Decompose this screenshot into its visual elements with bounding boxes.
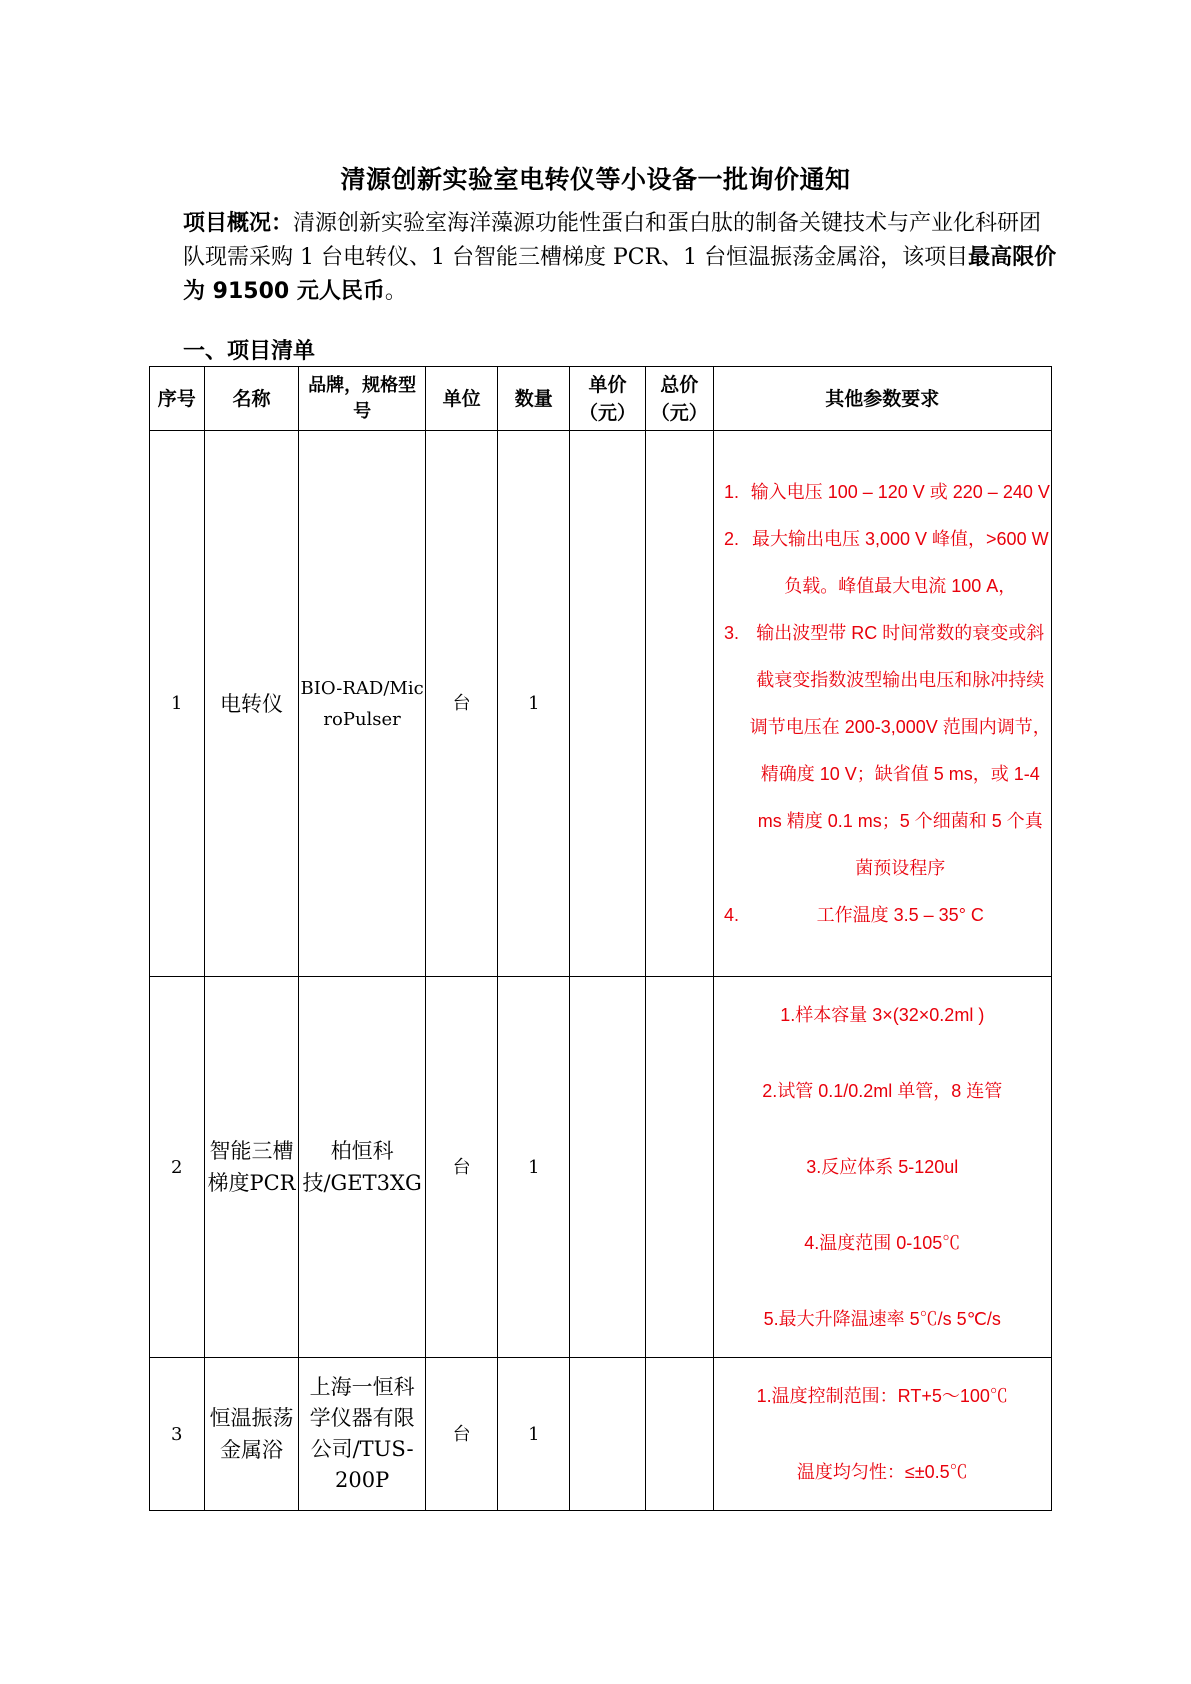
items-table — [149, 366, 1052, 1511]
row2-name: 智能三槽梯度PCR — [204, 977, 299, 1358]
row2-unit-price — [570, 977, 646, 1358]
param-item: 1. 输入电压 100 – 120 V 或 220 – 240 V — [724, 481, 1050, 502]
table-row — [150, 977, 1052, 1358]
header-unit: 单位 — [425, 367, 498, 431]
param-item: 4.温度范围 0-105℃ — [804, 1233, 961, 1253]
section-title: 一、项目清单 — [183, 339, 316, 364]
row1-brand: BIO-RAD/MicroPulser — [299, 431, 425, 977]
header-seq: 序号 — [150, 367, 205, 431]
row3-params — [713, 1358, 1051, 1511]
row3-total-price — [645, 1358, 713, 1511]
row1-seq: 1 — [150, 431, 205, 977]
table-row — [150, 1358, 1052, 1511]
row3-unit-price — [570, 1358, 646, 1511]
row2-qty: 1 — [498, 977, 570, 1358]
table-header-row — [150, 367, 1052, 431]
row2-seq: 2 — [150, 977, 205, 1358]
row3-qty: 1 — [498, 1358, 570, 1511]
overview-text: 清源创新实验室海洋藻源功能性蛋白和蛋白肽的制备关键技术与产业化科研团队现需采购 1 台电转仪、1 台智能三槽梯度 PCR、1 台恒温振荡金属浴，该项目 — [183, 211, 1042, 270]
header-qty: 数量 — [498, 367, 570, 431]
header-total-price: 总价（元） — [645, 367, 713, 431]
row3-unit: 台 — [425, 1358, 498, 1511]
row1-params — [713, 431, 1051, 977]
param-item: 温度均匀性：≤±0.5℃ — [796, 1462, 968, 1482]
row3-brand: 上海一恒科学仪器有限公司/TUS-200P — [299, 1358, 425, 1511]
row1-unit-price — [570, 431, 646, 977]
row1-unit: 台 — [425, 431, 498, 977]
param-item: 3.反应体系 5-120ul — [806, 1157, 959, 1177]
row2-brand: 柏恒科技/GET3XG — [299, 977, 425, 1358]
param-item: 1.温度控制范围：RT+5～100℃ — [756, 1386, 1008, 1406]
header-unit-price: 单价（元） — [570, 367, 646, 431]
header-params: 其他参数要求 — [713, 367, 1051, 431]
param-item: 1.样本容量 3×(32×0.2ml ) — [780, 1005, 985, 1025]
header-name: 名称 — [204, 367, 299, 431]
row3-name: 恒温振荡金属浴 — [204, 1358, 299, 1511]
header-brand: 品牌，规格型号 — [299, 367, 425, 431]
table-row — [150, 431, 1052, 977]
param-item: 2. 最大输出电压 3,000 V 峰值，>600 W 负载。峰值最大电流 100 A， — [724, 528, 1049, 596]
row1-total-price — [645, 431, 713, 977]
row1-qty: 1 — [498, 431, 570, 977]
overview-label: 项目概况： — [183, 211, 294, 236]
param-item: 4. 工作温度 3.5 – 35° C — [724, 904, 984, 925]
page-title: 清源创新实验室电转仪等小设备一批询价通知 — [340, 165, 851, 194]
overview-end: 。 — [384, 279, 407, 304]
param-item: 3. 输出波型带 RC 时间常数的衰变或斜截衰变指数波型输出电压和脉冲持续调节电压在 200-3,000V 范围内调节，精确度 10 V；缺省值 5 ms，或 1-4 ms 精度 0.1 ms；5 个细菌和 5 个真菌预设程序 — [724, 622, 1051, 878]
row2-total-price — [645, 977, 713, 1358]
param-item: 2.试管 0.1/0.2ml 单管，8 连管 — [762, 1081, 1003, 1101]
project-overview — [183, 207, 1063, 309]
overview-price-limit: 最高限价为 91500 元人民币 — [183, 245, 1057, 304]
row3-seq: 3 — [150, 1358, 205, 1511]
param-item: 5.最大升降温速率 5℃/s 5℃/s — [763, 1309, 1001, 1329]
row2-unit: 台 — [425, 977, 498, 1358]
row1-name: 电转仪 — [204, 431, 299, 977]
row2-params — [713, 977, 1051, 1358]
